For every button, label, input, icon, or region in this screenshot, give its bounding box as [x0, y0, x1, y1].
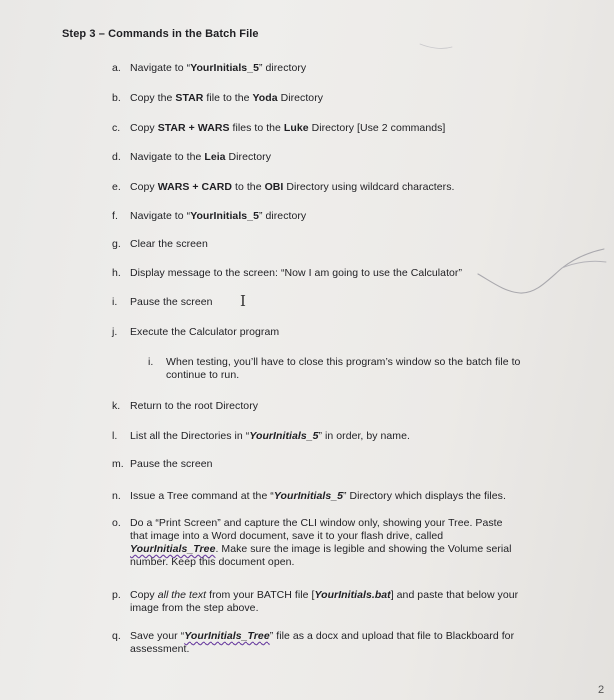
step-marker: k.	[112, 400, 121, 412]
step-text: Copy all the text from your BATCH file [YourInitials.bat] and paste that below your image from the step above.	[130, 589, 519, 614]
step-marker: l.	[112, 430, 118, 442]
text-cursor-icon: I	[240, 292, 246, 310]
corner-mark: 2	[598, 684, 605, 696]
step-text: Copy the STAR file to the Yoda Directory	[130, 92, 324, 104]
step-marker: p.	[112, 589, 121, 601]
step-marker: c.	[112, 122, 121, 134]
step-marker: j.	[112, 326, 118, 338]
step-text: When testing, you’ll have to close this program’s window so the batch file to continue to run.	[166, 356, 521, 381]
step-marker: n.	[112, 490, 121, 502]
step-text: Copy STAR + WARS files to the Luke Directory [Use 2 commands]	[130, 122, 446, 134]
step-marker: g.	[112, 238, 121, 250]
step-marker: a.	[112, 62, 121, 74]
step-marker: h.	[112, 267, 121, 279]
step-text: Return to the root Directory	[130, 400, 259, 412]
step-marker: e.	[112, 181, 121, 193]
step-text: Display message to the screen: “Now I am going to use the Calculator”	[130, 267, 463, 279]
step-text: Execute the Calculator program	[130, 326, 280, 338]
step-marker: o.	[112, 517, 121, 529]
step-marker: q.	[112, 630, 121, 642]
step-text: Navigate to “YourInitials_5” directory	[130, 210, 307, 222]
step-marker: f.	[112, 210, 118, 222]
step-text: Clear the screen	[130, 238, 208, 250]
step-text: Issue a Tree command at the “YourInitials_5” Directory which displays the files.	[130, 490, 506, 502]
step-marker: i.	[112, 296, 118, 308]
step-text: Pause the screen	[130, 458, 213, 470]
step-text: Navigate to the Leia Directory	[130, 151, 272, 163]
step-text: Save your “YourInitials_Tree” file as a docx and upload that file to Blackboard for assessment.	[130, 630, 515, 655]
step-marker: i.	[148, 356, 154, 368]
page-title: Step 3 – Commands in the Batch File	[62, 28, 259, 40]
step-text: Pause the screen	[130, 296, 213, 308]
step-marker: d.	[112, 151, 121, 163]
step-text: Navigate to “YourInitials_5” directory	[130, 62, 307, 74]
step-text: List all the Directories in “YourInitials_5” in order, by name.	[130, 430, 410, 442]
step-marker: b.	[112, 92, 121, 104]
step-text: Copy WARS + CARD to the OBI Directory using wildcard characters.	[130, 181, 455, 193]
step-text: Do a “Print Screen” and capture the CLI window only, showing your Tree. Paste that image into a Word document, save it to your flash drive, called YourInitials_Tree. Make sure the image is legible and showing the Volume serial number. Keep this document open.	[130, 517, 512, 568]
step-marker: m.	[112, 458, 124, 470]
